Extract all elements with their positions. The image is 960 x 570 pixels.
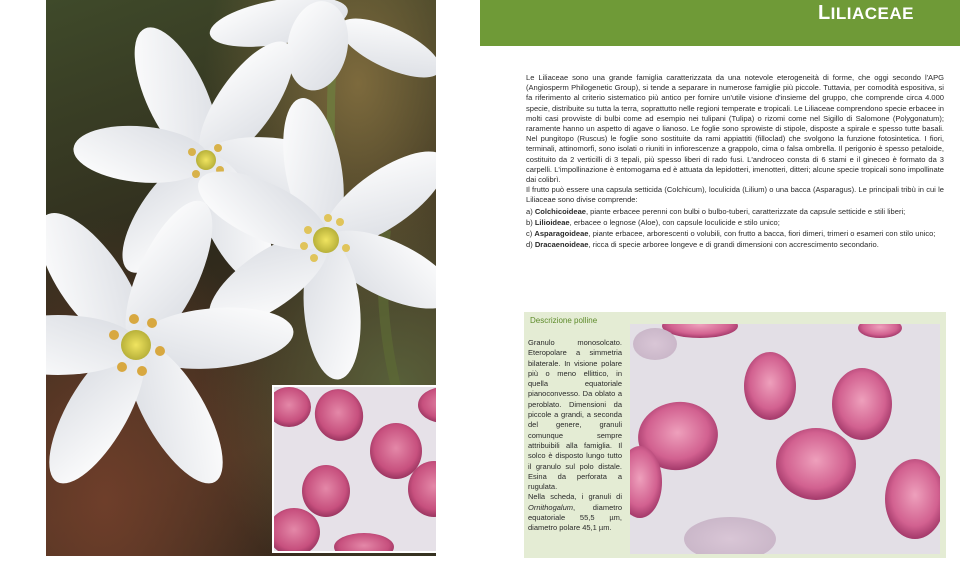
subfamily-item: b) Lilioideae, erbacee o legnose (Aloe), con capsule loculicide e stilo unico; <box>526 217 780 227</box>
subfamily-item: d) Dracaenoideae, ricca di specie arboree longeve e di grandi dimensioni con accrescimento secondario. <box>526 240 879 250</box>
flower-photo <box>46 0 436 556</box>
family-title: LILIACEAE <box>817 2 914 24</box>
right-page <box>480 0 960 570</box>
pollen-description-box <box>524 312 946 558</box>
subfamily-item: a) Colchicoideae, piante erbacee perenni con bulbi o bulbo-tuberi, caratterizzate da capsule setticide e stili liberi; <box>526 206 906 216</box>
pollen-measurement-note: Nella scheda, i granuli di Ornithogalum, diametro equatoriale 55,5 µm, diametro polare 45,1 µm. <box>528 492 622 533</box>
family-header-band <box>480 0 960 46</box>
pollen-description: Granulo monosolcato. Eteropolare a simmetria bilaterale. In visione polare più o meno ellittico, in quella equatoriale pianoconvesso. Da oblato a peroblato. Dimensioni da piccole a grandi, a seconda del genere, granuli comunque sempre attribuibili alla famiglia. Il solco è disposto lungo tutto il granulo sul polo distale. Esina da perforata a rugulata. <box>528 338 622 492</box>
subfamily-item: c) Asparagoideae, piante erbacee, arborescenti o volubili, con frutto a bacca, fiori dimeri, trimeri o esameri con stilo unico; <box>526 229 936 239</box>
pollen-inset-image <box>272 385 436 553</box>
pollen-micrograph-image <box>630 324 940 554</box>
pollen-inset-grains <box>274 387 436 553</box>
pollen-description-text <box>528 338 622 534</box>
pollen-micrograph-grains <box>630 324 940 554</box>
fruit-paragraph: Il frutto può essere una capsula setticida (Colchicum), loculicida (Lilium) o una bacca (Asparagus). Le principali tribù in cui le Liliaceae sono divise comprende: <box>526 185 944 205</box>
pollen-box-title: Descrizione polline <box>530 316 598 325</box>
intro-paragraph: Le Liliaceae sono una grande famiglia caratterizzata da una notevole eterogeneità di forme, che oggi secondo l'APG (Angiosperm Philogenetic Group), si tende a separare in numerose famiglie più piccole. Tuttavia, per comodità espositiva, si fa riferimento al criterio sistematico più antico per fornire un'utile visione d'insieme del gruppo, che comprende circa 4.000 specie, distribuite su tutta la terra, soprattutto nelle regioni temperate e tropicali. Le Liliaceae comprendono specie erbacee in molti casi provviste di bulbi come ad esempio nei tulipani (Tulipa) o rizomi come nel Sigillo di Salomone (Polygonatum); raramente hanno un aspetto di agave o lianoso. Le foglie sono sprowiste di stipole, disposte a spirale e spesso tutte basali. Nel pungitopo (Ruscus) le foglie sono sostituite da rami appiattiti (filloclad) che svolgono la funzione fotosintetica. I fiori, terminali, attinomorfi, sono isolati o riuniti in infiorescenze a grappolo, cima o falsa ombrella. Il perigonio è spesso petaloide, costituito da 2 verticilli di 3 tepali, più spesso liberi di rado fusi. L'androceo consta di 6 stami e il gineceo è formato da 3 carpelli. L'impollinazione è entomogama ed è attuata da lepidotteri, imenotteri, ditteri; alcune specie tropicali sono impollinate dai colibrì. <box>526 73 944 185</box>
family-description <box>526 73 944 250</box>
